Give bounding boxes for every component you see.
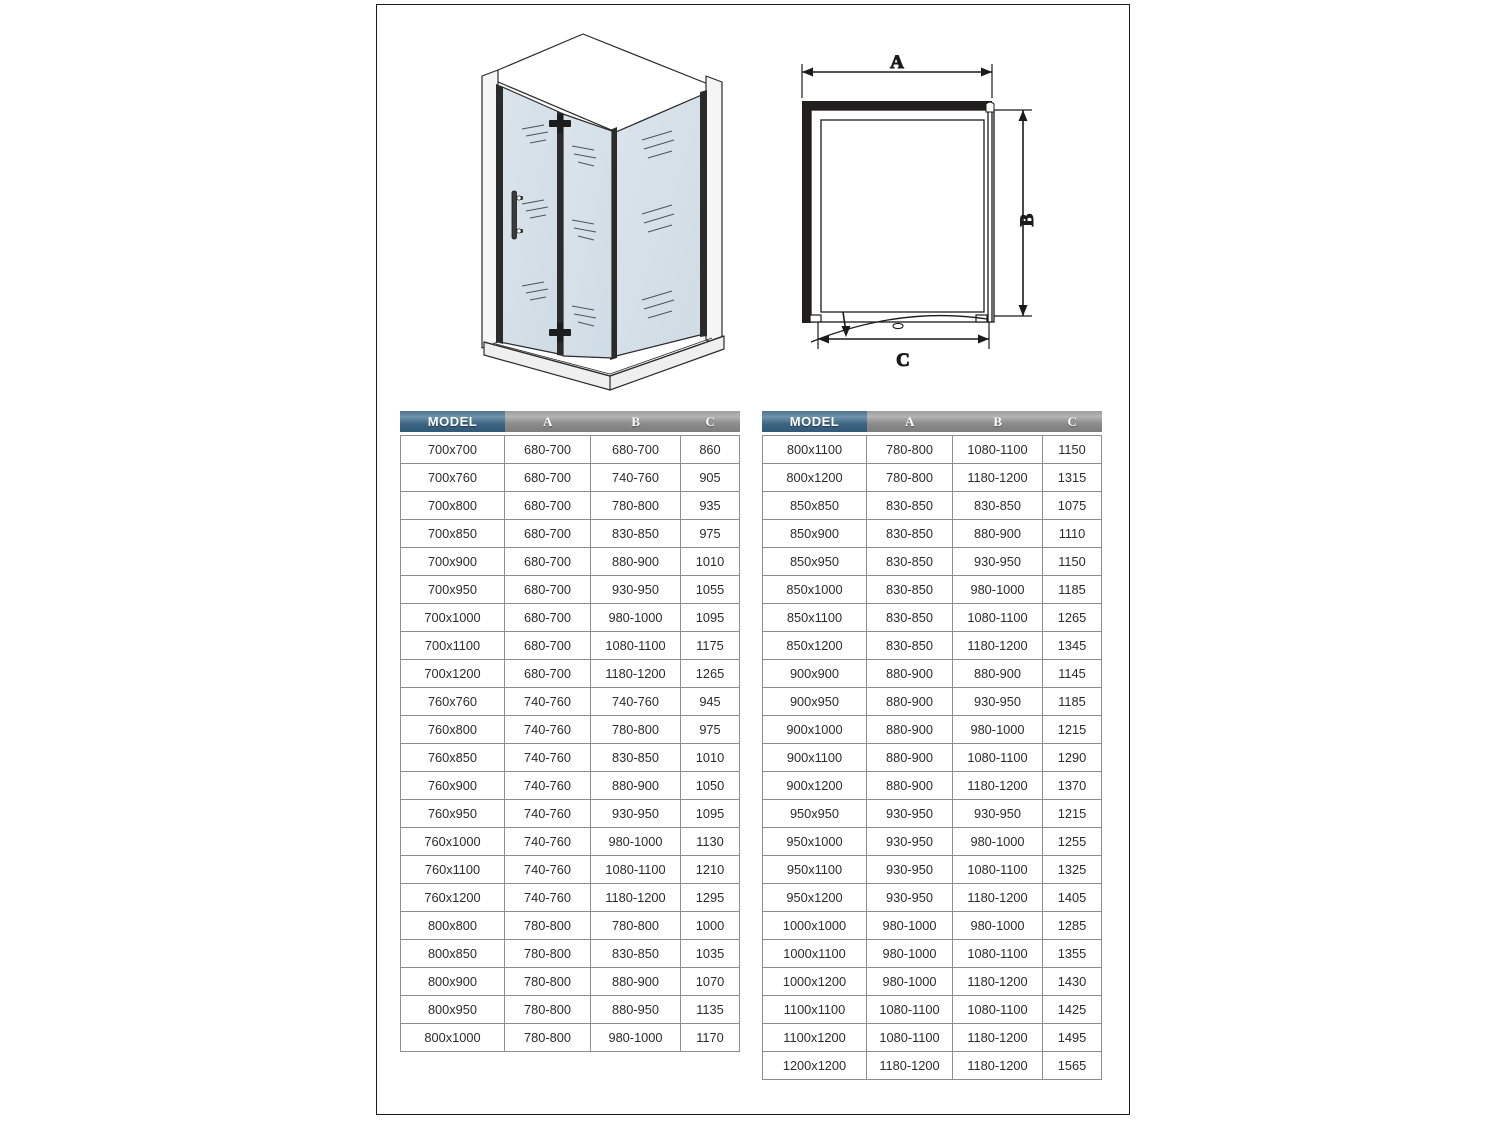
- cell-model: 1200x1200: [762, 1052, 867, 1080]
- cell-a: 740-760: [505, 716, 591, 744]
- cell-a: 930-950: [867, 856, 953, 884]
- cell-c: 1370: [1043, 772, 1102, 800]
- cell-b: 1080-1100: [953, 604, 1043, 632]
- table-row: [400, 968, 740, 996]
- cell-b: 980-1000: [953, 576, 1043, 604]
- table-row: [762, 492, 1102, 520]
- cell-model: 800x1000: [400, 1024, 505, 1052]
- column-header-model: MODEL: [762, 411, 867, 432]
- table-row: [400, 1024, 740, 1052]
- cell-b: 830-850: [953, 492, 1043, 520]
- cell-a: 930-950: [867, 800, 953, 828]
- cell-model: 1000x1100: [762, 940, 867, 968]
- cell-c: 1255: [1043, 828, 1102, 856]
- table-row: [762, 884, 1102, 912]
- cell-c: 1565: [1043, 1052, 1102, 1080]
- cell-c: 1315: [1043, 464, 1102, 492]
- cell-a: 680-700: [505, 576, 591, 604]
- cell-a: 780-800: [505, 912, 591, 940]
- table-row: [400, 492, 740, 520]
- table-row: [400, 716, 740, 744]
- cell-c: 1150: [1043, 435, 1102, 464]
- table-row: [400, 435, 740, 464]
- cell-c: 1215: [1043, 800, 1102, 828]
- dimension-label-c: C: [896, 350, 910, 371]
- cell-a: 880-900: [867, 744, 953, 772]
- cell-c: 1345: [1043, 632, 1102, 660]
- cell-c: 1290: [1043, 744, 1102, 772]
- cell-c: 1210: [681, 856, 740, 884]
- column-header-model: MODEL: [400, 411, 505, 432]
- cell-b: 740-760: [591, 688, 681, 716]
- cell-c: 1055: [681, 576, 740, 604]
- cell-model: 800x1100: [762, 435, 867, 464]
- cell-b: 980-1000: [953, 828, 1043, 856]
- cell-b: 780-800: [591, 912, 681, 940]
- cell-c: 1185: [1043, 688, 1102, 716]
- cell-a: 980-1000: [867, 940, 953, 968]
- cell-b: 880-900: [953, 660, 1043, 688]
- cell-a: 930-950: [867, 828, 953, 856]
- cell-model: 950x1100: [762, 856, 867, 884]
- cell-model: 850x1200: [762, 632, 867, 660]
- cell-model: 760x1000: [400, 828, 505, 856]
- column-header-a: A: [505, 411, 591, 432]
- cell-a: 680-700: [505, 632, 591, 660]
- cell-b: 980-1000: [591, 828, 681, 856]
- cell-a: 780-800: [867, 435, 953, 464]
- cell-model: 1100x1100: [762, 996, 867, 1024]
- cell-model: 700x800: [400, 492, 505, 520]
- cell-b: 930-950: [953, 800, 1043, 828]
- cell-b: 830-850: [591, 940, 681, 968]
- cell-model: 1100x1200: [762, 1024, 867, 1052]
- cell-a: 680-700: [505, 660, 591, 688]
- cell-b: 980-1000: [953, 912, 1043, 940]
- cell-model: 700x950: [400, 576, 505, 604]
- cell-model: 700x900: [400, 548, 505, 576]
- table-row: [400, 996, 740, 1024]
- cell-a: 680-700: [505, 520, 591, 548]
- table-row: [400, 940, 740, 968]
- table-row: [400, 912, 740, 940]
- cell-model: 950x1000: [762, 828, 867, 856]
- table-row: [762, 632, 1102, 660]
- table-row: [400, 604, 740, 632]
- cell-b: 830-850: [591, 744, 681, 772]
- cell-c: 1495: [1043, 1024, 1102, 1052]
- cell-a: 1080-1100: [867, 1024, 953, 1052]
- table-row: [762, 660, 1102, 688]
- cell-model: 900x1000: [762, 716, 867, 744]
- cell-a: 930-950: [867, 884, 953, 912]
- cell-model: 900x900: [762, 660, 867, 688]
- cell-model: 900x1100: [762, 744, 867, 772]
- size-table-left: [400, 411, 740, 1052]
- cell-model: 800x1200: [762, 464, 867, 492]
- cell-c: 1265: [1043, 604, 1102, 632]
- cell-a: 830-850: [867, 604, 953, 632]
- table-row: [400, 548, 740, 576]
- cell-a: 680-700: [505, 548, 591, 576]
- cell-a: 1180-1200: [867, 1052, 953, 1080]
- cell-b: 1080-1100: [953, 996, 1043, 1024]
- dimension-label-a: A: [890, 54, 904, 73]
- cell-a: 740-760: [505, 744, 591, 772]
- cell-model: 700x1000: [400, 604, 505, 632]
- cell-model: 700x1100: [400, 632, 505, 660]
- cell-model: 800x900: [400, 968, 505, 996]
- column-header-b: B: [591, 411, 681, 432]
- cell-c: 975: [681, 716, 740, 744]
- table-row: [762, 464, 1102, 492]
- cell-c: 1185: [1043, 576, 1102, 604]
- cell-c: 1050: [681, 772, 740, 800]
- cell-b: 1180-1200: [953, 632, 1043, 660]
- cell-c: 1170: [681, 1024, 740, 1052]
- cell-c: 975: [681, 520, 740, 548]
- cell-b: 880-900: [591, 548, 681, 576]
- table-row: [400, 744, 740, 772]
- cell-model: 700x1200: [400, 660, 505, 688]
- cell-model: 800x950: [400, 996, 505, 1024]
- cell-c: 1000: [681, 912, 740, 940]
- cell-a: 830-850: [867, 576, 953, 604]
- cell-c: 1325: [1043, 856, 1102, 884]
- table-row: [762, 912, 1102, 940]
- dimension-label-b: B: [1017, 213, 1038, 227]
- cell-b: 830-850: [591, 520, 681, 548]
- dimension-b: [994, 110, 1032, 316]
- cell-b: 740-760: [591, 464, 681, 492]
- table-row: [762, 996, 1102, 1024]
- table-row: [400, 520, 740, 548]
- cell-b: 980-1000: [953, 716, 1043, 744]
- cell-b: 1080-1100: [591, 856, 681, 884]
- cell-c: 1405: [1043, 884, 1102, 912]
- table-body-left: [400, 435, 740, 1052]
- cell-a: 740-760: [505, 884, 591, 912]
- cell-a: 680-700: [505, 435, 591, 464]
- cell-b: 780-800: [591, 492, 681, 520]
- table-row: [762, 800, 1102, 828]
- cell-c: 1130: [681, 828, 740, 856]
- cell-c: 905: [681, 464, 740, 492]
- table-row: [400, 828, 740, 856]
- cell-c: 1010: [681, 548, 740, 576]
- cell-b: 1180-1200: [953, 1052, 1043, 1080]
- cell-b: 880-900: [953, 520, 1043, 548]
- cell-b: 1080-1100: [953, 744, 1043, 772]
- table-row: [762, 1024, 1102, 1052]
- cell-c: 1425: [1043, 996, 1102, 1024]
- column-header-c: C: [681, 411, 740, 432]
- table-body-right: [762, 435, 1102, 1080]
- cell-b: 1080-1100: [591, 632, 681, 660]
- cell-b: 1180-1200: [591, 660, 681, 688]
- table-row: [762, 520, 1102, 548]
- cell-model: 900x1200: [762, 772, 867, 800]
- cell-a: 780-800: [867, 464, 953, 492]
- table-header-row: [400, 411, 740, 432]
- cell-model: 700x700: [400, 435, 505, 464]
- cell-a: 780-800: [505, 1024, 591, 1052]
- cell-c: 1430: [1043, 968, 1102, 996]
- cell-b: 1180-1200: [953, 884, 1043, 912]
- cell-c: 1035: [681, 940, 740, 968]
- cell-model: 700x850: [400, 520, 505, 548]
- cell-model: 850x950: [762, 548, 867, 576]
- cell-model: 760x850: [400, 744, 505, 772]
- cell-b: 980-1000: [591, 1024, 681, 1052]
- drawings-area: [376, 4, 1130, 404]
- cell-model: 800x800: [400, 912, 505, 940]
- cell-c: 1110: [1043, 520, 1102, 548]
- cell-c: 1145: [1043, 660, 1102, 688]
- cell-model: 800x850: [400, 940, 505, 968]
- table-row: [400, 884, 740, 912]
- table-row: [762, 828, 1102, 856]
- table-row: [762, 716, 1102, 744]
- cell-b: 680-700: [591, 435, 681, 464]
- table-row: [762, 576, 1102, 604]
- cell-b: 1080-1100: [953, 435, 1043, 464]
- cell-a: 830-850: [867, 632, 953, 660]
- cell-a: 880-900: [867, 688, 953, 716]
- cell-b: 930-950: [591, 800, 681, 828]
- table-row: [400, 800, 740, 828]
- table-row: [762, 688, 1102, 716]
- table-row: [762, 772, 1102, 800]
- cell-a: 740-760: [505, 772, 591, 800]
- cell-b: 1180-1200: [953, 772, 1043, 800]
- cell-a: 830-850: [867, 548, 953, 576]
- cell-b: 780-800: [591, 716, 681, 744]
- cell-model: 760x950: [400, 800, 505, 828]
- table-row: [762, 435, 1102, 464]
- column-header-a: A: [867, 411, 953, 432]
- corner-shower-enclosure-3d-view: [460, 24, 760, 404]
- top-plan-view-with-dimensions: [780, 54, 1090, 384]
- cell-c: 1095: [681, 604, 740, 632]
- cell-a: 880-900: [867, 716, 953, 744]
- table-header-row: [762, 411, 1102, 432]
- table-row: [400, 576, 740, 604]
- cell-c: 1215: [1043, 716, 1102, 744]
- cell-a: 830-850: [867, 520, 953, 548]
- table-row: [400, 632, 740, 660]
- cell-c: 1265: [681, 660, 740, 688]
- cell-model: 1000x1000: [762, 912, 867, 940]
- cell-a: 740-760: [505, 856, 591, 884]
- cell-a: 740-760: [505, 800, 591, 828]
- cell-model: 760x1100: [400, 856, 505, 884]
- cell-a: 830-850: [867, 492, 953, 520]
- cell-b: 1180-1200: [591, 884, 681, 912]
- table-row: [762, 968, 1102, 996]
- cell-a: 780-800: [505, 996, 591, 1024]
- column-header-c: C: [1043, 411, 1102, 432]
- cell-c: 1095: [681, 800, 740, 828]
- cell-model: 950x950: [762, 800, 867, 828]
- cell-b: 930-950: [953, 688, 1043, 716]
- cell-a: 880-900: [867, 772, 953, 800]
- cell-b: 930-950: [591, 576, 681, 604]
- cell-b: 880-900: [591, 968, 681, 996]
- cell-c: 1285: [1043, 912, 1102, 940]
- table-row: [762, 744, 1102, 772]
- cell-b: 1080-1100: [953, 856, 1043, 884]
- cell-c: 1070: [681, 968, 740, 996]
- cell-b: 1080-1100: [953, 940, 1043, 968]
- cell-c: 945: [681, 688, 740, 716]
- cell-model: 1000x1200: [762, 968, 867, 996]
- cell-a: 880-900: [867, 660, 953, 688]
- cell-b: 1180-1200: [953, 1024, 1043, 1052]
- cell-model: 850x1100: [762, 604, 867, 632]
- cell-b: 930-950: [953, 548, 1043, 576]
- cell-b: 880-950: [591, 996, 681, 1024]
- table-row: [762, 604, 1102, 632]
- cell-model: 950x1200: [762, 884, 867, 912]
- cell-c: 1135: [681, 996, 740, 1024]
- cell-c: 1175: [681, 632, 740, 660]
- cell-a: 740-760: [505, 828, 591, 856]
- table-row: [400, 464, 740, 492]
- cell-a: 680-700: [505, 464, 591, 492]
- cell-c: 935: [681, 492, 740, 520]
- cell-model: 900x950: [762, 688, 867, 716]
- table-row: [400, 856, 740, 884]
- table-row: [762, 1052, 1102, 1080]
- table-row: [762, 548, 1102, 576]
- cell-model: 760x760: [400, 688, 505, 716]
- cell-a: 680-700: [505, 492, 591, 520]
- cell-a: 680-700: [505, 604, 591, 632]
- cell-a: 780-800: [505, 940, 591, 968]
- cell-a: 740-760: [505, 688, 591, 716]
- table-row: [400, 772, 740, 800]
- cell-model: 760x900: [400, 772, 505, 800]
- cell-b: 980-1000: [591, 604, 681, 632]
- table-row: [762, 940, 1102, 968]
- cell-a: 1080-1100: [867, 996, 953, 1024]
- cell-model: 850x900: [762, 520, 867, 548]
- cell-b: 1180-1200: [953, 968, 1043, 996]
- cell-c: 860: [681, 435, 740, 464]
- cell-model: 760x800: [400, 716, 505, 744]
- cell-a: 780-800: [505, 968, 591, 996]
- size-table-right: [762, 411, 1102, 1080]
- cell-a: 980-1000: [867, 968, 953, 996]
- cell-c: 1295: [681, 884, 740, 912]
- cell-a: 980-1000: [867, 912, 953, 940]
- cell-c: 1355: [1043, 940, 1102, 968]
- cell-model: 850x1000: [762, 576, 867, 604]
- cell-b: 880-900: [591, 772, 681, 800]
- cell-c: 1150: [1043, 548, 1102, 576]
- table-row: [400, 660, 740, 688]
- cell-b: 1180-1200: [953, 464, 1043, 492]
- cell-model: 850x850: [762, 492, 867, 520]
- cell-c: 1075: [1043, 492, 1102, 520]
- cell-model: 700x760: [400, 464, 505, 492]
- table-row: [400, 688, 740, 716]
- cell-c: 1010: [681, 744, 740, 772]
- table-row: [762, 856, 1102, 884]
- cell-model: 760x1200: [400, 884, 505, 912]
- column-header-b: B: [953, 411, 1043, 432]
